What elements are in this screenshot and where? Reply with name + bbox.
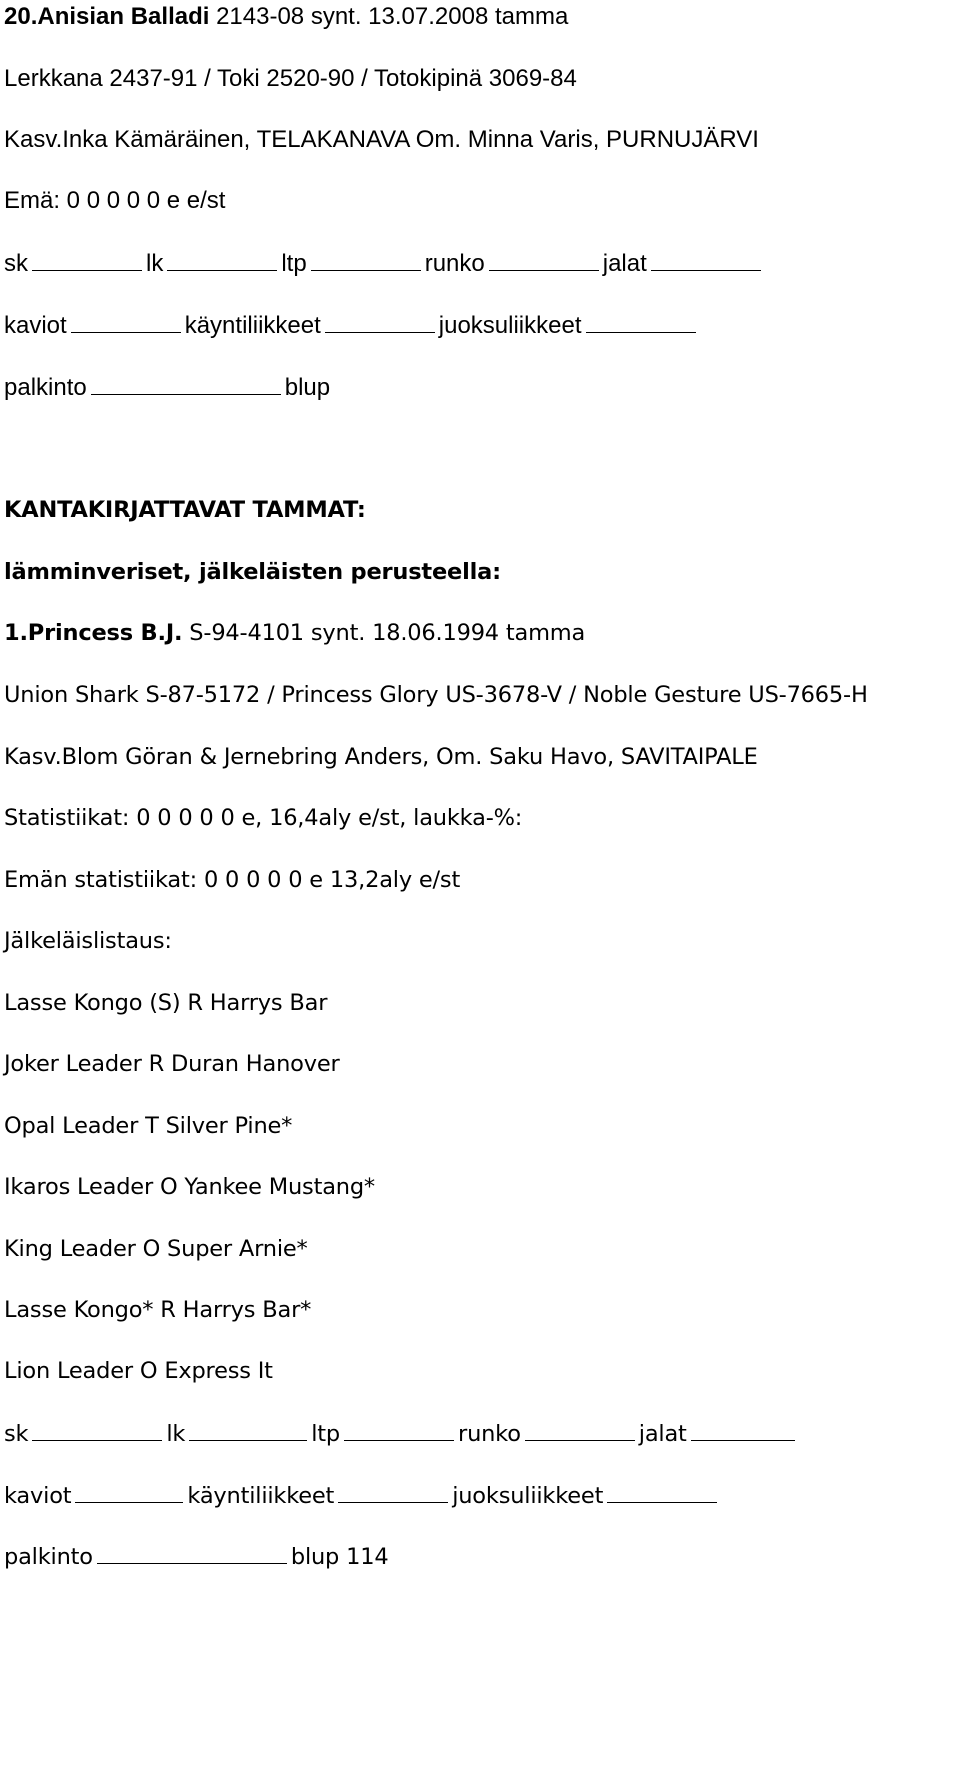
horse1-pedigree: Lerkkana 2437-91 / Toki 2520-90 / Totokipinä 3069-84: [4, 65, 577, 92]
horse1-breeder-owner: Kasv.Inka Kämäräinen, TELAKANAVA Om. Minna Varis, PURNUJÄRVI: [4, 126, 759, 153]
score-blank-sk: [32, 248, 142, 271]
score-label-jalat: jalat: [602, 250, 647, 277]
score-label-kaviot: kaviot: [4, 1483, 72, 1509]
section-heading: KANTAKIRJATTAVAT TAMMAT:: [4, 497, 366, 523]
score-blank-juoksuliikkeet: [607, 1480, 717, 1503]
score-label-kaviot: kaviot: [4, 312, 67, 339]
score-blank-jalat: [651, 248, 761, 271]
score-label-runko: runko: [424, 250, 485, 277]
score-blank-jalat: [691, 1418, 795, 1441]
score-label-palkinto: palkinto: [4, 1544, 93, 1570]
score-blank-kayntiliikkeet: [325, 310, 435, 333]
score-label-blup: blup 114: [290, 1544, 389, 1570]
score-label-lk: lk: [146, 250, 164, 277]
offspring-item: Opal Leader T Silver Pine*: [4, 1113, 293, 1139]
offspring-item: Ikaros Leader O Yankee Mustang*: [4, 1174, 375, 1200]
score-blank-juoksuliikkeet: [586, 310, 696, 333]
horse2-statistics: Statistiikat: 0 0 0 0 0 e, 16,4aly e/st, laukka-%:: [4, 805, 523, 831]
score-label-juoksuliikkeet: juoksuliikkeet: [438, 312, 582, 339]
score-label-ltp: ltp: [281, 250, 307, 277]
score-label-ltp: ltp: [311, 1421, 341, 1447]
score-label-blup: blup: [284, 374, 331, 401]
horse2-breeder-owner: Kasv.Blom Göran & Jernebring Anders, Om. Saku Havo, SAVITAIPALE: [4, 744, 758, 770]
score-label-kayntiliikkeet: käyntiliikkeet: [187, 1483, 335, 1509]
score-blank-kayntiliikkeet: [338, 1480, 448, 1503]
score-blank-runko: [525, 1418, 635, 1441]
horse1-score-line-3: [4, 372, 330, 403]
score-blank-kaviot: [75, 1480, 183, 1503]
score-label-juoksuliikkeet: juoksuliikkeet: [452, 1483, 604, 1509]
score-label-jalat: jalat: [638, 1421, 687, 1447]
horse2-name: 1.Princess B.J.: [4, 620, 183, 646]
horse2-score-line-2: [4, 1480, 721, 1511]
horse2-score-line-1: [4, 1418, 799, 1449]
horse1-name: 20.Anisian Balladi: [4, 3, 210, 30]
section-subheading: lämminveriset, jälkeläisten perusteella:: [4, 559, 501, 585]
score-blank-ltp: [344, 1418, 454, 1441]
score-blank-palkinto: [97, 1541, 287, 1564]
score-label-kayntiliikkeet: käyntiliikkeet: [184, 312, 321, 339]
score-blank-lk: [189, 1418, 307, 1441]
horse2-pedigree: Union Shark S-87-5172 / Princess Glory US-3678-V / Noble Gesture US-7665-H: [4, 682, 868, 708]
score-blank-palkinto: [91, 372, 281, 395]
horse1-score-line-1: [4, 248, 765, 279]
offspring-item: Joker Leader R Duran Hanover: [4, 1051, 340, 1077]
offspring-heading: Jälkeläislistaus:: [4, 928, 172, 954]
horse1-title: [4, 2, 568, 32]
offspring-item: King Leader O Super Arnie*: [4, 1236, 308, 1262]
horse1-reg-info: 2143-08 synt. 13.07.2008 tamma: [209, 3, 569, 30]
score-blank-ltp: [311, 248, 421, 271]
horse1-score-line-2: [4, 310, 700, 341]
score-blank-runko: [489, 248, 599, 271]
score-blank-kaviot: [71, 310, 181, 333]
score-blank-lk: [167, 248, 277, 271]
score-label-sk: sk: [4, 1421, 29, 1447]
offspring-item: Lasse Kongo (S) R Harrys Bar: [4, 990, 328, 1016]
score-blank-sk: [32, 1418, 162, 1441]
score-label-runko: runko: [458, 1421, 521, 1447]
offspring-item: Lasse Kongo* R Harrys Bar*: [4, 1297, 312, 1323]
score-label-palkinto: palkinto: [4, 374, 87, 401]
horse1-dam-stats: Emä: 0 0 0 0 0 e e/st: [4, 187, 226, 214]
score-label-lk: lk: [166, 1421, 186, 1447]
horse2-title: [4, 618, 585, 648]
offspring-item: Lion Leader O Express It: [4, 1358, 273, 1384]
horse2-reg-info: S-94-4101 synt. 18.06.1994 tamma: [182, 620, 586, 646]
score-label-sk: sk: [4, 250, 28, 277]
horse2-dam-statistics: Emän statistiikat: 0 0 0 0 0 e 13,2aly e/st: [4, 867, 461, 893]
horse2-score-line-3: [4, 1541, 388, 1572]
